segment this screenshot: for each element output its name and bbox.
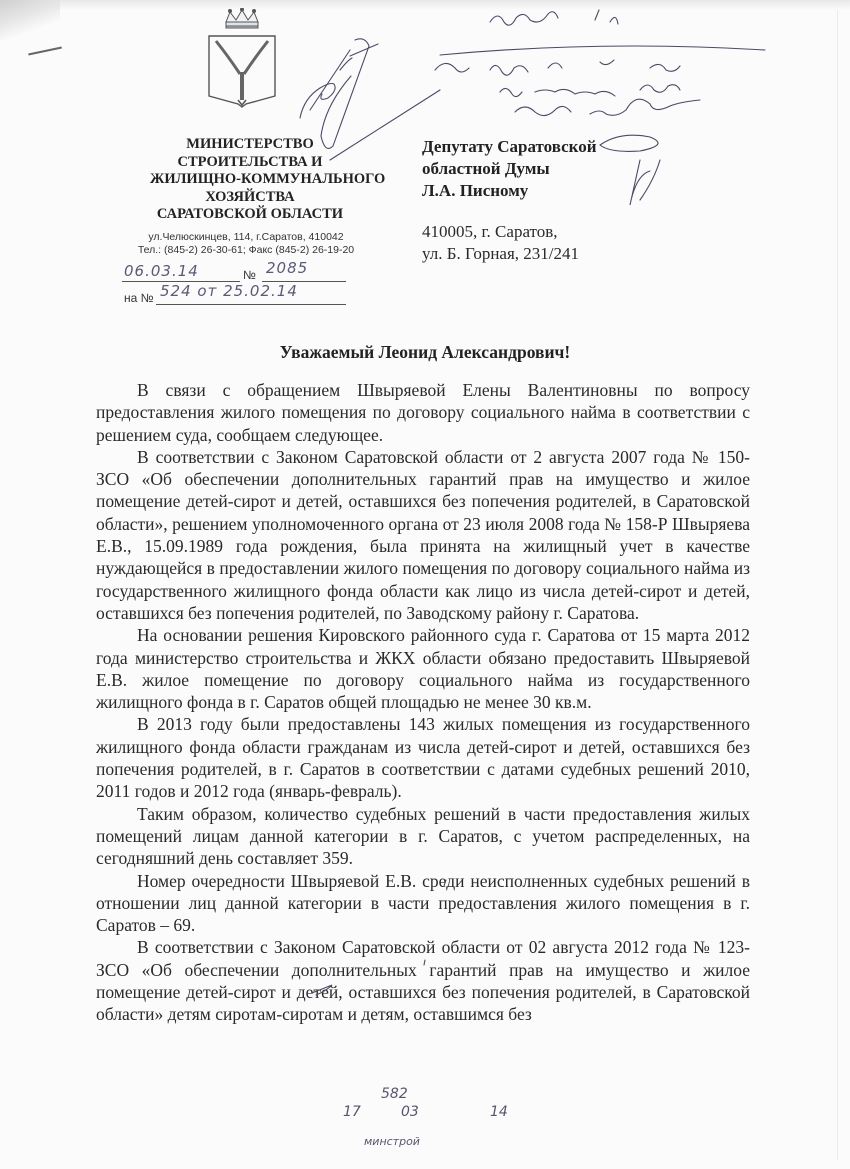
registration-date: 06.03.14 xyxy=(124,262,199,280)
addressee-block xyxy=(422,136,597,202)
scan-edge xyxy=(0,0,850,10)
resolution-line-4 xyxy=(515,99,700,115)
reply-to-number: 524 от 25.02.14 xyxy=(160,282,298,300)
stamp-year: 14 xyxy=(490,1104,508,1120)
stamp-number: 582 xyxy=(381,1086,408,1102)
body-paragraph: Таким образом, количество судебных решений в части предоставления жилых помещений лицам данной категории в г. Саратов, с учетом распределенных, на сегодняшний день составляет 359. xyxy=(96,803,750,869)
ministry-line: САРАТОВСКОЙ ОБЛАСТИ xyxy=(156,206,344,222)
addressee-line: областной Думы xyxy=(422,159,550,178)
resolution-underline xyxy=(440,46,765,55)
ministry-line: МИНИСТЕРСТВО xyxy=(186,136,314,152)
body-paragraph: На основании решения Кировского районного суда г. Саратова от 15 марта 2012 года министерство строительства и ЖКХ области обязано предоставить Швыряевой Е.В. жилое помещение по договору социального найма из государственного жилищного фонда в г. Саратов общей площадью не менее 30 кв.м. xyxy=(96,625,750,713)
address-line: ул. Б. Горная, 231/241 xyxy=(422,244,580,263)
ministry-line: ХОЗЯЙСТВА xyxy=(205,188,295,205)
stamp-month: 03 xyxy=(401,1104,419,1120)
address-line: 410005, г. Саратов, xyxy=(422,222,558,241)
resolution-line-1 xyxy=(490,10,618,25)
registration-number: 2085 xyxy=(266,259,309,277)
sender-address: ул.Челюскинцев, 114, г.Саратов, 410042 xyxy=(148,231,344,243)
body-paragraph: В 2013 году были предоставлены 143 жилых помещения из государственного жилищного фонда области гражданам из числа детей-сирот и детей, оставшихся без попечения родителей, в г. Саратов в соответствии с датами судебных решений 2010, 2011 годов и 2012 года (январь-февраль). xyxy=(96,714,750,802)
addressee-address xyxy=(422,221,579,265)
ministry-name xyxy=(150,136,386,224)
saratov-coat-of-arms-icon xyxy=(206,8,278,108)
ministry-line: СТРОИТЕЛЬСТВА И xyxy=(177,153,323,170)
letter-body xyxy=(96,379,750,1026)
reply-to-underline xyxy=(156,304,346,305)
stamp-day: 17 xyxy=(343,1104,361,1120)
body-paragraph: В соответствии с Законом Саратовской области от 2 августа 2007 года № 150-ЗСО «Об обеспечении дополнительных гарантий прав на имущество и жилое помещение детей-сирот и детей, оставшихся без попечения родителей, в Саратовской области», решением уполномоченного органа от 23 июля 2008 года № 158-Р Швыряева Е.В., 15.09.1989 года рождения, была принята на жилищный учет в качестве нуждающейся в предоставлении жилого помещения по договору социального найма из государственного жилищного фонда области как лицо из числа детей-сирот и детей, оставшихся без попечения родителей, по Заводскому району г. Саратова. xyxy=(96,446,750,623)
scan-corner-shadow xyxy=(0,0,60,40)
sender-contacts xyxy=(126,231,366,257)
body-paragraph: В соответствии с Законом Саратовской области от 02 августа 2012 года № 123-ЗСО «Об обеспечении дополнительных гарантий прав на имущество и жилое помещение детей-сирот и детей, оставшихся без попечения родителей, в Саратовской области» детям сиротам-сиротам и детям, оставшимся без xyxy=(96,937,750,1025)
addressee-line: Л.А. Писному xyxy=(422,181,529,200)
body-paragraph: Номер очередности Швыряевой Е.В. среди неисполненных судебных решений в отношении лиц данной категории в части предоставления жилого помещения в г. Саратов – 69. xyxy=(96,870,750,936)
reply-to-label: на № xyxy=(124,291,154,305)
ministry-line: ЖИЛИЩНО-КОММУНАЛЬНОГО xyxy=(150,171,386,187)
addressee-line: Депутату Саратовской xyxy=(422,137,597,156)
stamp-text: минстрой xyxy=(364,1135,420,1148)
sender-phones: Тел.: (845-2) 26-30-61; Факс (845-2) 26-19-20 xyxy=(137,244,355,256)
salutation: Уважаемый Леонид Александрович! xyxy=(279,342,571,362)
scan-edge-right xyxy=(837,10,838,1160)
check-mark xyxy=(630,160,660,205)
resolution-line-3 xyxy=(500,85,680,97)
circle-mark xyxy=(600,135,658,151)
body-paragraph: В связи с обращением Швыряевой Елены Валентиновны по вопросу предоставления жилого помещения по договору социального найма в соответствии с решением суда, сообщаем следующее. xyxy=(96,380,750,445)
resolution-line-2 xyxy=(435,60,680,75)
margin-mark xyxy=(28,46,62,55)
number-label: № xyxy=(243,268,256,282)
